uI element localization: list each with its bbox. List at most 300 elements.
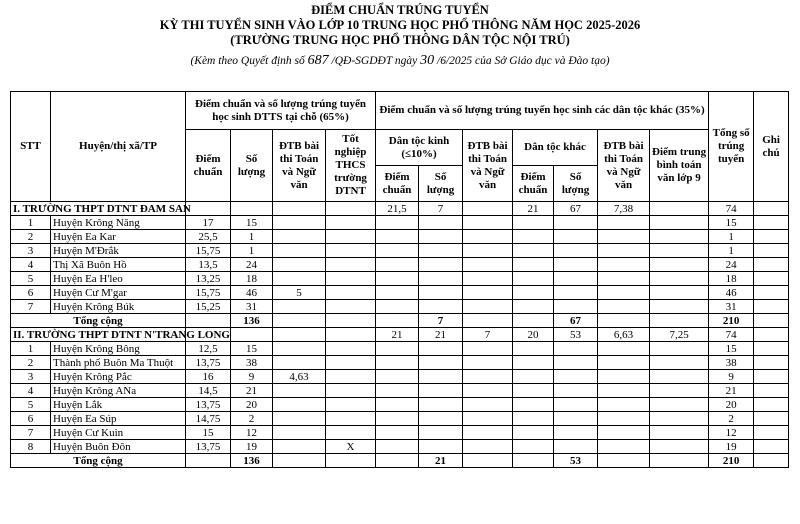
- table-cell: [376, 370, 419, 384]
- total-cell: [186, 454, 231, 468]
- table-cell: [754, 300, 789, 314]
- col-khac-diem: Điểm chuẩn: [513, 166, 554, 202]
- table-cell: [376, 300, 419, 314]
- table-cell: [650, 412, 709, 426]
- table-cell: [273, 216, 326, 230]
- table-cell: [754, 412, 789, 426]
- table-cell: [650, 370, 709, 384]
- table-cell: 1: [709, 230, 754, 244]
- table-cell: [554, 398, 598, 412]
- table-cell: 14,5: [186, 384, 231, 398]
- table-cell: [376, 384, 419, 398]
- table-cell: 9: [709, 370, 754, 384]
- table-cell: [754, 272, 789, 286]
- title-line-3: (TRƯỜNG TRUNG HỌC PHỔ THÔNG DÂN TỘC NỘI TRÚ): [230, 33, 570, 47]
- table-cell: 1: [231, 244, 273, 258]
- table-cell: [376, 342, 419, 356]
- table-row: [11, 384, 789, 398]
- table-cell: 4,63: [273, 370, 326, 384]
- table-cell: [273, 426, 326, 440]
- table-cell: [754, 440, 789, 454]
- table-cell: [554, 370, 598, 384]
- section-summary-cell: 7,25: [650, 328, 709, 342]
- decision-text-b: /QĐ-SGDĐT ngày: [328, 55, 421, 67]
- table-cell: [326, 426, 376, 440]
- table-cell: 17: [186, 216, 231, 230]
- table-cell: [754, 370, 789, 384]
- table-cell: [326, 356, 376, 370]
- section-summary-cell: [754, 328, 789, 342]
- table-cell: 15: [709, 216, 754, 230]
- table-cell: [650, 398, 709, 412]
- table-cell: [326, 300, 376, 314]
- table-cell: [273, 398, 326, 412]
- section-summary-cell: 21,5: [376, 202, 419, 216]
- table-cell: [513, 244, 554, 258]
- table-cell: 20: [231, 398, 273, 412]
- table-cell: 1: [709, 244, 754, 258]
- table-cell: [513, 412, 554, 426]
- table-cell: 31: [709, 300, 754, 314]
- table-cell: [463, 384, 513, 398]
- total-cell: 67: [554, 314, 598, 328]
- col-diem-chuan: Điểm chuẩn: [186, 130, 231, 202]
- section-row: [11, 202, 789, 216]
- table-cell: [273, 258, 326, 272]
- total-cell: [326, 314, 376, 328]
- table-cell: 15: [709, 342, 754, 356]
- table-cell: [554, 244, 598, 258]
- table-cell: [554, 258, 598, 272]
- table-cell: [513, 300, 554, 314]
- table-cell: 7: [11, 300, 51, 314]
- decision-day: 30: [420, 53, 435, 68]
- total-cell: 53: [554, 454, 598, 468]
- col-kinh: Dân tộc kinh (≤10%): [376, 130, 463, 166]
- table-cell: [419, 398, 463, 412]
- table-cell: [554, 440, 598, 454]
- table-cell: [650, 384, 709, 398]
- table-cell: [376, 258, 419, 272]
- district-name: Thành phố Buôn Ma Thuột: [51, 356, 186, 370]
- section-summary-cell: 21: [376, 328, 419, 342]
- table-cell: [376, 398, 419, 412]
- table-cell: [463, 216, 513, 230]
- table-cell: 24: [231, 258, 273, 272]
- table-cell: 15,75: [186, 244, 231, 258]
- table-cell: [598, 384, 650, 398]
- table-cell: [598, 356, 650, 370]
- section-summary-cell: 74: [709, 202, 754, 216]
- table-cell: [326, 216, 376, 230]
- total-cell: [513, 454, 554, 468]
- total-cell: [754, 314, 789, 328]
- table-cell: [754, 356, 789, 370]
- table-cell: [598, 398, 650, 412]
- table-cell: 25,5: [186, 230, 231, 244]
- district-name: Huyện Krông Bông: [51, 342, 186, 356]
- table-cell: 13,75: [186, 440, 231, 454]
- table-cell: [554, 356, 598, 370]
- section-summary-cell: 6,63: [598, 328, 650, 342]
- table-cell: 13,75: [186, 398, 231, 412]
- total-label: Tổng cộng: [11, 314, 186, 328]
- table-cell: [513, 272, 554, 286]
- table-cell: [419, 272, 463, 286]
- table-cell: [598, 300, 650, 314]
- table-cell: [754, 398, 789, 412]
- table-cell: [376, 272, 419, 286]
- table-cell: 15,25: [186, 300, 231, 314]
- district-name: Huyện Ea H'leo: [51, 272, 186, 286]
- district-name: Huyện Krông Búk: [51, 300, 186, 314]
- table-row: [11, 370, 789, 384]
- table-cell: [376, 426, 419, 440]
- table-cell: [419, 370, 463, 384]
- table-cell: [419, 258, 463, 272]
- table-cell: [754, 384, 789, 398]
- table-cell: 15: [231, 342, 273, 356]
- section-summary-cell: [754, 202, 789, 216]
- section-summary-cell: [326, 202, 376, 216]
- table-cell: [326, 286, 376, 300]
- district-name: Huyện M'Đrắk: [51, 244, 186, 258]
- section-title: I. TRƯỜNG THPT DTNT ĐAM SAN: [11, 202, 186, 216]
- table-cell: [326, 272, 376, 286]
- title-line-1: ĐIỂM CHUẨN TRÚNG TUYỂN: [311, 3, 489, 17]
- table-cell: 8: [11, 440, 51, 454]
- table-cell: [513, 342, 554, 356]
- table-cell: 1: [231, 230, 273, 244]
- decision-text-c: /6/2025 của Sở Giáo dục và Đào tạo): [434, 55, 610, 67]
- section-summary-cell: 7: [419, 202, 463, 216]
- table-cell: [419, 342, 463, 356]
- table-cell: 18: [231, 272, 273, 286]
- total-cell: 210: [709, 454, 754, 468]
- table-cell: [554, 384, 598, 398]
- district-name: Huyện Ea Súp: [51, 412, 186, 426]
- title-line-2: KỲ THI TUYỂN SINH VÀO LỚP 10 TRUNG HỌC PHỔ THÔNG NĂM HỌC 2025-2026: [159, 18, 641, 32]
- total-cell: [273, 454, 326, 468]
- table-row: [11, 272, 789, 286]
- table-cell: [463, 258, 513, 272]
- table-cell: [513, 370, 554, 384]
- table-cell: 16: [186, 370, 231, 384]
- total-label: Tổng cộng: [11, 454, 186, 468]
- table-cell: 3: [11, 370, 51, 384]
- total-cell: [598, 314, 650, 328]
- total-cell: [463, 454, 513, 468]
- table-row: [11, 356, 789, 370]
- total-cell: 7: [419, 314, 463, 328]
- total-cell: [376, 454, 419, 468]
- district-name: Huyện Krông ANa: [51, 384, 186, 398]
- table-cell: 14,75: [186, 412, 231, 426]
- table-cell: [463, 356, 513, 370]
- total-cell: 136: [231, 454, 273, 468]
- table-cell: [754, 216, 789, 230]
- table-row: [11, 258, 789, 272]
- table-cell: [419, 230, 463, 244]
- section-summary-cell: [231, 328, 273, 342]
- table-row: [11, 244, 789, 258]
- col-group-other: Điểm chuẩn và số lượng trúng tuyển học sinh các dân tộc khác (35%): [376, 92, 709, 130]
- table-cell: 6: [11, 412, 51, 426]
- section-row: [11, 328, 789, 342]
- table-cell: 7: [11, 426, 51, 440]
- table-cell: [598, 258, 650, 272]
- table-cell: [598, 426, 650, 440]
- table-row: [11, 216, 789, 230]
- table-cell: [326, 398, 376, 412]
- table-cell: [513, 440, 554, 454]
- table-cell: 12: [231, 426, 273, 440]
- table-cell: [754, 342, 789, 356]
- table-cell: [598, 230, 650, 244]
- table-cell: 2: [11, 230, 51, 244]
- table-cell: [463, 370, 513, 384]
- table-cell: 12,5: [186, 342, 231, 356]
- table-cell: [554, 230, 598, 244]
- table-cell: 2: [231, 412, 273, 426]
- table-cell: 6: [11, 286, 51, 300]
- district-name: Huyện Krông Năng: [51, 216, 186, 230]
- section-summary-cell: 74: [709, 328, 754, 342]
- table-cell: 3: [11, 244, 51, 258]
- section-summary-cell: 67: [554, 202, 598, 216]
- district-name: Huyện Buôn Đôn: [51, 440, 186, 454]
- table-cell: 21: [709, 384, 754, 398]
- table-cell: 38: [231, 356, 273, 370]
- table-cell: [376, 356, 419, 370]
- table-cell: 15: [231, 216, 273, 230]
- table-cell: [463, 426, 513, 440]
- table-cell: [326, 244, 376, 258]
- total-cell: [326, 454, 376, 468]
- col-kinh-so-luong: Số lượng: [419, 166, 463, 202]
- table-cell: [650, 272, 709, 286]
- table-cell: [650, 216, 709, 230]
- table-cell: [273, 342, 326, 356]
- table-cell: 2: [709, 412, 754, 426]
- table-cell: [513, 216, 554, 230]
- table-cell: [554, 216, 598, 230]
- table-cell: [326, 230, 376, 244]
- district-name: Huyện Ea Kar: [51, 230, 186, 244]
- document-header: [0, 3, 800, 48]
- total-cell: 136: [231, 314, 273, 328]
- table-cell: [273, 230, 326, 244]
- total-cell: [513, 314, 554, 328]
- table-cell: [326, 258, 376, 272]
- table-cell: [273, 356, 326, 370]
- table-cell: [419, 384, 463, 398]
- total-cell: [754, 454, 789, 468]
- table-cell: [754, 230, 789, 244]
- table-cell: 46: [709, 286, 754, 300]
- table-cell: 21: [231, 384, 273, 398]
- table-cell: 46: [231, 286, 273, 300]
- section-summary-cell: 7,38: [598, 202, 650, 216]
- section-summary-cell: [650, 202, 709, 216]
- table-row: [11, 426, 789, 440]
- table-cell: [650, 286, 709, 300]
- table-cell: [376, 412, 419, 426]
- table-cell: 24: [709, 258, 754, 272]
- section-summary-cell: [186, 202, 231, 216]
- table-cell: [273, 244, 326, 258]
- table-cell: [754, 244, 789, 258]
- table-cell: [419, 356, 463, 370]
- table-cell: 9: [231, 370, 273, 384]
- table-body: [11, 202, 789, 468]
- total-cell: [376, 314, 419, 328]
- table-cell: [419, 300, 463, 314]
- table-cell: [650, 426, 709, 440]
- district-name: Huyện Krông Pắc: [51, 370, 186, 384]
- col-diem-tb: Điểm trung bình toán văn lớp 9: [650, 130, 709, 202]
- table-cell: [326, 342, 376, 356]
- decision-number: 687: [307, 53, 329, 68]
- table-cell: 13,25: [186, 272, 231, 286]
- total-cell: [598, 454, 650, 468]
- table-cell: [554, 300, 598, 314]
- table-cell: [754, 426, 789, 440]
- total-row: [11, 314, 789, 328]
- table-cell: 31: [231, 300, 273, 314]
- table-cell: 13,5: [186, 258, 231, 272]
- table-row: [11, 300, 789, 314]
- table-row: [11, 440, 789, 454]
- table-cell: [554, 412, 598, 426]
- table-cell: 1: [11, 342, 51, 356]
- table-cell: [650, 258, 709, 272]
- table-cell: [419, 216, 463, 230]
- table-cell: [513, 398, 554, 412]
- table-cell: [326, 370, 376, 384]
- table-cell: [598, 272, 650, 286]
- table-cell: [513, 230, 554, 244]
- admission-table: [10, 91, 789, 468]
- col-tot-nghiep: Tốt nghiệp THCS trường DTNT: [326, 130, 376, 202]
- col-kinh-diem: Điểm chuẩn: [376, 166, 419, 202]
- table-cell: [463, 398, 513, 412]
- table-cell: [598, 412, 650, 426]
- district-name: Huyện Cư M'gar: [51, 286, 186, 300]
- table-cell: 12: [709, 426, 754, 440]
- table-cell: [419, 286, 463, 300]
- table-cell: [554, 286, 598, 300]
- section-summary-cell: [463, 202, 513, 216]
- table-cell: [554, 272, 598, 286]
- table-cell: [463, 244, 513, 258]
- table-cell: [376, 244, 419, 258]
- col-khac-dtb: ĐTB bài thi Toán và Ngữ văn: [598, 130, 650, 202]
- section-summary-cell: 21: [419, 328, 463, 342]
- table-cell: [598, 342, 650, 356]
- col-group-local: Điểm chuẩn và số lượng trúng tuyển học sinh DTTS tại chỗ (65%): [186, 92, 376, 130]
- table-cell: [273, 440, 326, 454]
- district-name: Huyện Cư Kuin: [51, 426, 186, 440]
- table-cell: [598, 286, 650, 300]
- table-cell: [650, 300, 709, 314]
- table-cell: [419, 244, 463, 258]
- table-cell: [513, 286, 554, 300]
- col-khac: Dân tộc khác: [513, 130, 598, 166]
- section-title: II. TRƯỜNG THPT DTNT N'TRANG LONG: [11, 328, 186, 342]
- table-cell: X: [326, 440, 376, 454]
- decision-text-a: (Kèm theo Quyết định số: [190, 55, 308, 67]
- total-cell: [463, 314, 513, 328]
- table-cell: [650, 230, 709, 244]
- table-cell: 20: [709, 398, 754, 412]
- table-cell: [554, 342, 598, 356]
- table-cell: [650, 440, 709, 454]
- table-cell: [273, 300, 326, 314]
- section-summary-cell: 7: [463, 328, 513, 342]
- table-cell: [598, 244, 650, 258]
- district-name: Thị Xã Buôn Hồ: [51, 258, 186, 272]
- total-cell: [186, 314, 231, 328]
- table-cell: [463, 230, 513, 244]
- table-row: [11, 398, 789, 412]
- table-cell: [326, 384, 376, 398]
- table-cell: [376, 440, 419, 454]
- table-cell: [513, 384, 554, 398]
- total-cell: [650, 454, 709, 468]
- table-cell: 19: [231, 440, 273, 454]
- section-summary-cell: [231, 202, 273, 216]
- table-cell: [419, 440, 463, 454]
- section-summary-cell: [326, 328, 376, 342]
- section-summary-cell: 20: [513, 328, 554, 342]
- table-row: [11, 286, 789, 300]
- total-row: [11, 454, 789, 468]
- table-cell: [754, 258, 789, 272]
- table-cell: [419, 412, 463, 426]
- table-cell: [463, 286, 513, 300]
- col-stt: STT: [11, 92, 51, 202]
- table-cell: [650, 356, 709, 370]
- table-cell: [598, 440, 650, 454]
- table-cell: [273, 272, 326, 286]
- table-cell: [513, 426, 554, 440]
- table-cell: [554, 426, 598, 440]
- table-cell: [513, 258, 554, 272]
- table-cell: [463, 300, 513, 314]
- table-cell: 5: [273, 286, 326, 300]
- section-summary-cell: [273, 202, 326, 216]
- total-cell: 210: [709, 314, 754, 328]
- table-cell: [463, 412, 513, 426]
- table-cell: [754, 286, 789, 300]
- col-so-luong: Số lượng: [231, 130, 273, 202]
- col-kinh-dtb: ĐTB bài thi Toán và Ngữ văn: [463, 130, 513, 202]
- table-cell: [463, 272, 513, 286]
- section-summary-cell: [273, 328, 326, 342]
- table-cell: 19: [709, 440, 754, 454]
- decision-reference: [0, 53, 800, 69]
- table-cell: 15,75: [186, 286, 231, 300]
- table-cell: 15: [186, 426, 231, 440]
- table-cell: 5: [11, 272, 51, 286]
- district-name: Huyện Lắk: [51, 398, 186, 412]
- table-cell: 18: [709, 272, 754, 286]
- table-row: [11, 412, 789, 426]
- table-cell: [326, 412, 376, 426]
- col-note: Ghi chú: [754, 92, 789, 202]
- section-summary-cell: 21: [513, 202, 554, 216]
